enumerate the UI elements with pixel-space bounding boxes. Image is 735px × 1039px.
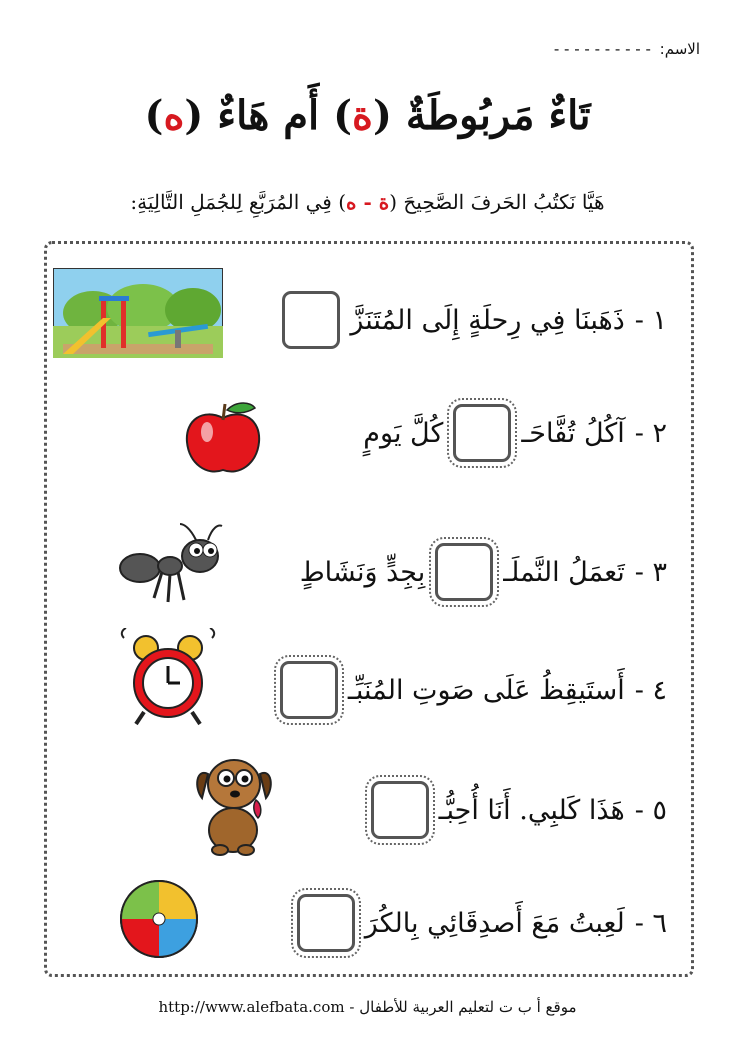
- sentence-5: [371, 781, 667, 839]
- footer: [0, 998, 735, 1016]
- worksheet-title: [0, 92, 735, 139]
- instruction-part-2: ) فِي المُرَبَّعِ لِلجُمَلِ التَّالِيَةِ:: [130, 190, 347, 214]
- instruction-text: [0, 190, 735, 214]
- item-number: ١ -: [634, 304, 667, 336]
- item-number: ٥ -: [634, 794, 667, 826]
- item-number: ٤ -: [634, 674, 667, 706]
- ant-picture: [118, 518, 228, 608]
- instruction-part-1: هَيَّا نَكتُبُ الحَرفَ الصَّحِيحَ (: [389, 190, 605, 214]
- name-blank-line[interactable]: - - - - - - - - - -: [553, 40, 651, 58]
- title-part-2: ) أَم هَاءٌ (: [184, 92, 353, 139]
- answer-box-3[interactable]: [435, 543, 493, 601]
- title-ta-letter: ة: [352, 92, 373, 139]
- title-ha-letter: ه: [163, 92, 185, 139]
- sentence-1: [282, 291, 667, 349]
- sentence-text-before: آكُلُ تُفَّاحَـ: [521, 417, 625, 449]
- sentence-2: [363, 404, 667, 462]
- title-part-3: ): [144, 92, 164, 139]
- sentence-3: [300, 543, 667, 601]
- title-part-1: تَاءٌ مَربُوطَةٌ (: [373, 92, 591, 139]
- dog-picture: [188, 748, 278, 858]
- footer-url[interactable]: http://www.alefbata.com: [158, 998, 345, 1016]
- item-number: ٢ -: [634, 417, 667, 449]
- sentence-text-before: هَذَا كَلبِي. أَنَا أُحِبُّـ: [438, 794, 625, 826]
- name-field[interactable]: [554, 40, 700, 58]
- sentence-text-before: تَعمَلُ النَّملَـ: [503, 556, 625, 588]
- playground-picture: [53, 268, 223, 358]
- footer-separator: -: [349, 998, 355, 1016]
- ball-picture: [118, 878, 200, 960]
- answer-box-1[interactable]: [282, 291, 340, 349]
- name-label: الاسم:: [659, 40, 700, 58]
- sentence-4: [280, 661, 667, 719]
- answer-box-6[interactable]: [297, 894, 355, 952]
- footer-site-name: موقع أ ب ت لتعليم العربية للأطفال: [359, 998, 577, 1016]
- answer-box-4[interactable]: [280, 661, 338, 719]
- apple-picture: [183, 398, 263, 478]
- item-number: ٣ -: [634, 556, 667, 588]
- sentence-text-before: أَستَيقِظُ عَلَى صَوتِ المُنَبِّـ: [347, 674, 625, 706]
- answer-box-2[interactable]: [453, 404, 511, 462]
- instruction-letters: ة - ه: [346, 190, 390, 214]
- sentence-6: [297, 894, 667, 952]
- answer-box-5[interactable]: [371, 781, 429, 839]
- sentence-text-before: ذَهَبنَا فِي رِحلَةٍ إِلَى المُتَنَزَّ: [350, 304, 625, 336]
- sentence-text-before: لَعِبتُ مَعَ أَصدِقَائِي بِالكُرَ: [364, 907, 625, 939]
- item-number: ٦ -: [634, 907, 667, 939]
- alarm-clock-picture: [118, 628, 218, 728]
- sentence-text-after: بِجِدٍّ وَنَشَاطٍ: [299, 556, 426, 588]
- sentence-text-after: كُلَّ يَومٍ: [363, 417, 444, 449]
